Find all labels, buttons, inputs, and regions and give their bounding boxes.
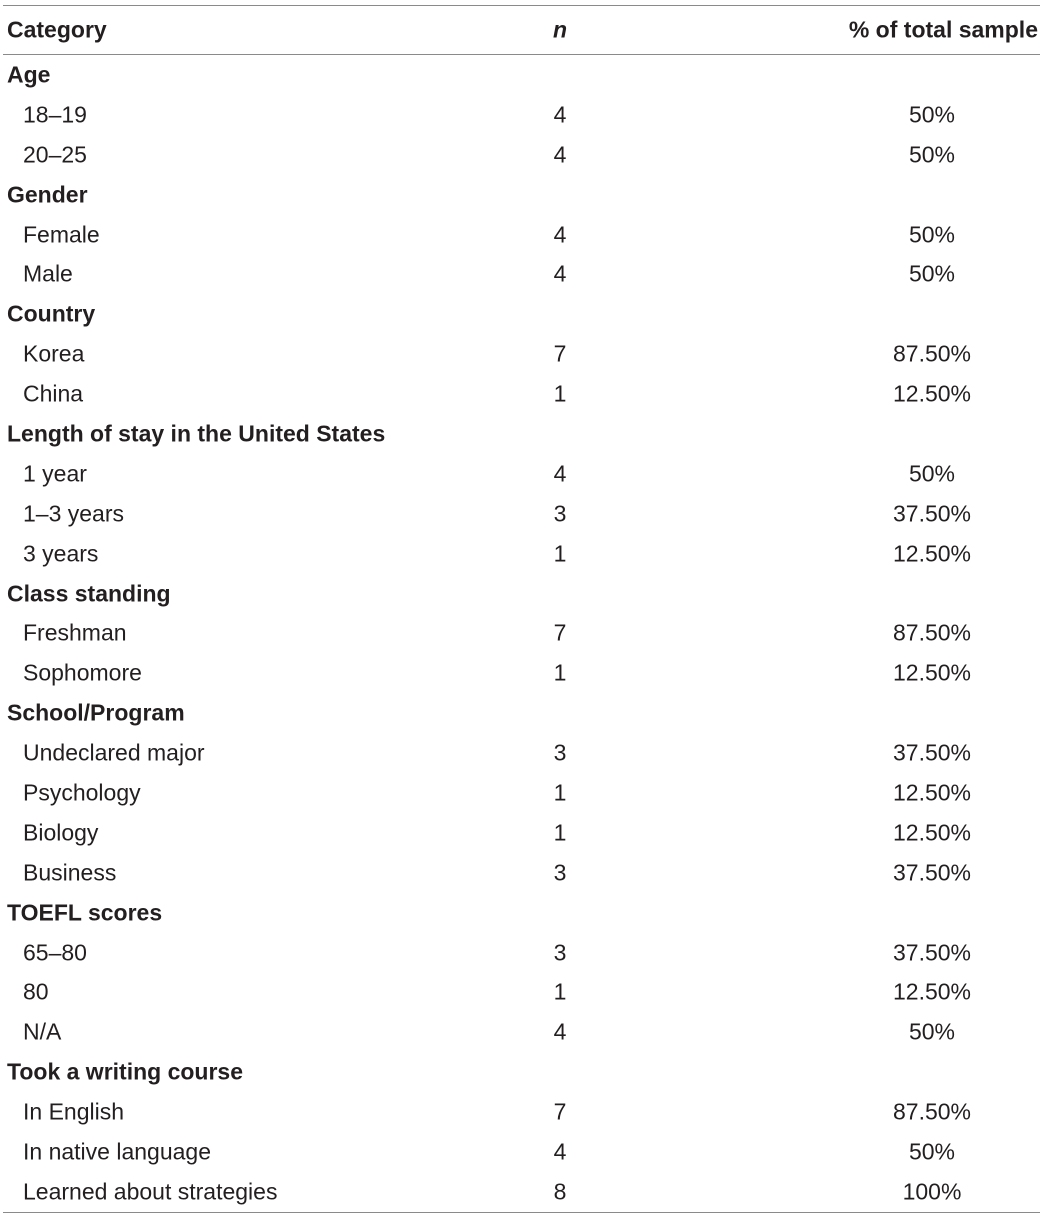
- row-percent: 87.50%: [892, 1098, 972, 1125]
- table-row: [0, 1092, 1043, 1132]
- group-row: [0, 893, 1043, 933]
- row-percent: 50%: [908, 221, 956, 247]
- row-percent: 87.50%: [892, 619, 972, 646]
- row-label: Psychology: [23, 779, 141, 806]
- row-n: 1: [553, 380, 567, 407]
- row-n: 1: [553, 779, 567, 806]
- table-row: [0, 334, 1043, 374]
- table-row: [0, 972, 1043, 1012]
- row-n: 1: [553, 978, 567, 1005]
- table-header: [0, 6, 1043, 54]
- row-label: Female: [23, 221, 100, 247]
- row-percent: 50%: [908, 101, 956, 128]
- row-label: Sophomore: [23, 659, 142, 686]
- demographics-table: [0, 5, 1043, 1213]
- row-percent: 50%: [908, 1018, 956, 1045]
- row-percent: 12.50%: [892, 779, 972, 806]
- table-row: [0, 613, 1043, 653]
- row-label: Male: [23, 260, 73, 287]
- row-label: In native language: [23, 1138, 211, 1165]
- row-n: 3: [553, 739, 567, 766]
- table-row: [0, 95, 1043, 135]
- row-percent: 12.50%: [892, 819, 972, 846]
- row-label: N/A: [23, 1018, 62, 1045]
- table-row: [0, 215, 1043, 255]
- table-body: [0, 55, 1043, 1212]
- table-row: [0, 773, 1043, 813]
- row-label: In English: [23, 1098, 125, 1125]
- row-label: Learned about strategies: [23, 1178, 278, 1205]
- group-label: TOEFL scores: [7, 899, 163, 926]
- row-label: Freshman: [23, 619, 127, 646]
- row-label: Business: [23, 859, 117, 886]
- group-row: [0, 294, 1043, 334]
- row-percent: 50%: [908, 1138, 956, 1165]
- row-label: China: [23, 380, 84, 407]
- row-n: 1: [553, 540, 567, 567]
- row-n: 4: [553, 141, 567, 168]
- group-label: Took a writing course: [7, 1058, 243, 1085]
- row-n: 3: [553, 859, 567, 886]
- group-row: [0, 175, 1043, 215]
- row-percent: 12.50%: [892, 659, 972, 686]
- row-n: 4: [553, 460, 567, 487]
- row-percent: 37.50%: [892, 500, 972, 527]
- row-percent: 100%: [902, 1178, 962, 1205]
- row-percent: 50%: [908, 460, 956, 487]
- group-label: Class standing: [7, 580, 171, 607]
- table-row: [0, 1172, 1043, 1212]
- row-n: 3: [553, 939, 567, 966]
- row-n: 4: [553, 260, 567, 287]
- table-row: [0, 494, 1043, 534]
- row-label: 20–25: [23, 141, 87, 168]
- row-percent: 37.50%: [892, 939, 972, 966]
- row-percent: 37.50%: [892, 739, 972, 766]
- row-label: 65–80: [23, 939, 87, 966]
- row-n: 4: [553, 1018, 567, 1045]
- row-label: 1 year: [23, 460, 87, 487]
- table-row: [0, 653, 1043, 693]
- row-n: 8: [553, 1178, 567, 1205]
- table-row: [0, 534, 1043, 574]
- table-row: [0, 853, 1043, 893]
- row-label: Undeclared major: [23, 739, 205, 766]
- group-row: [0, 693, 1043, 733]
- row-label: 80: [23, 978, 49, 1005]
- row-percent: 12.50%: [892, 978, 972, 1005]
- row-n: 7: [553, 1098, 567, 1125]
- row-n: 1: [553, 659, 567, 686]
- row-percent: 12.50%: [892, 540, 972, 567]
- row-percent: 12.50%: [892, 380, 972, 407]
- table-row: [0, 1012, 1043, 1052]
- table-row: [0, 1132, 1043, 1172]
- group-label: School/Program: [7, 699, 185, 726]
- row-n: 4: [553, 221, 567, 247]
- row-n: 4: [553, 101, 567, 128]
- table-row: [0, 135, 1043, 175]
- row-n: 7: [553, 619, 567, 646]
- row-label: Korea: [23, 340, 85, 367]
- row-percent: 50%: [908, 141, 956, 168]
- header-n: n: [552, 16, 568, 43]
- bottom-rule: [3, 1212, 1040, 1213]
- group-label: Age: [7, 61, 51, 88]
- group-label: Country: [7, 300, 96, 327]
- group-row: [0, 55, 1043, 95]
- table-row: [0, 454, 1043, 494]
- row-n: 4: [553, 1138, 567, 1165]
- header-category: Category: [7, 16, 107, 43]
- row-label: 1–3 years: [23, 500, 125, 527]
- row-percent: 50%: [908, 260, 956, 287]
- table-row: [0, 254, 1043, 294]
- table-row: [0, 374, 1043, 414]
- group-row: [0, 414, 1043, 454]
- row-n: 1: [553, 819, 567, 846]
- row-n: 3: [553, 500, 567, 527]
- group-row: [0, 1052, 1043, 1092]
- row-percent: 87.50%: [892, 340, 972, 367]
- row-label: 18–19: [23, 101, 87, 128]
- row-label: 3 years: [23, 540, 99, 567]
- row-label: Biology: [23, 819, 99, 846]
- row-percent: 37.50%: [892, 859, 972, 886]
- table-row: [0, 733, 1043, 773]
- table-row: [0, 933, 1043, 973]
- group-label: Length of stay in the United States: [7, 420, 386, 447]
- header-percent: % of total sample: [848, 16, 1038, 43]
- group-label: Gender: [7, 181, 88, 208]
- table-row: [0, 813, 1043, 853]
- group-row: [0, 574, 1043, 614]
- row-n: 7: [553, 340, 567, 367]
